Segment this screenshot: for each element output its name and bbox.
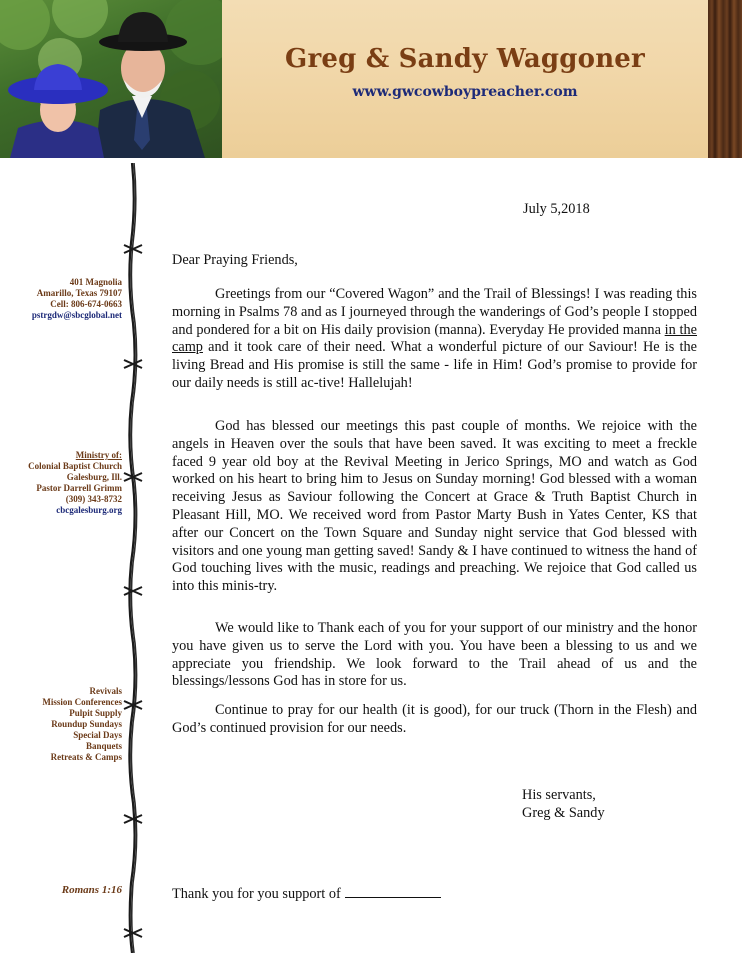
ministry-block [28, 450, 122, 516]
signature-names: Greg & Sandy [522, 804, 605, 821]
letter-paragraph-4: Continue to pray for our health (it is good), for our truck (Thorn in the Flesh) and God’s continued provision for our needs. [172, 702, 697, 736]
wood-border [708, 0, 742, 158]
support-line [172, 886, 441, 903]
scripture-reference: Romans 1:16 [61, 884, 122, 896]
paragraph-1-text-b: and it took care of their need. What a wonderful picture of our Saviour! He is the living Bread and His promise is still the same - life in Him! God’s promise to provide for our daily needs is still ac-tive! Hallelujah! [172, 339, 697, 391]
church-phone: (309) 343-8732 [65, 494, 122, 504]
service-item: Pulpit Supply [69, 708, 122, 718]
service-item: Retreats & Camps [50, 752, 122, 762]
service-item: Special Days [73, 730, 122, 740]
letter-date: July 5,2018 [523, 201, 590, 217]
pastor-name: Pastor Darrell Grimm [36, 483, 122, 493]
support-blank[interactable] [345, 886, 441, 898]
cell-phone: Cell: 806-674-0663 [50, 299, 122, 309]
service-item: Banquets [85, 741, 122, 751]
service-item: Mission Conferences [42, 697, 122, 707]
barbed-wire-divider [118, 163, 148, 953]
letterhead-title: Greg & Sandy Waggoner [285, 44, 645, 74]
letter-greeting: Dear Praying Friends, [172, 252, 298, 268]
ministry-heading: Ministry of: [75, 450, 122, 460]
email-address[interactable]: pstrgdw@sbcglobal.net [31, 310, 122, 320]
address-line-2: Amarillo, Texas 79107 [36, 288, 122, 298]
underlined-phrase: in the camp [172, 321, 697, 356]
closing-salutation: His servants, [522, 787, 596, 803]
church-city: Galesburg, Ill. [66, 472, 122, 482]
contact-block [32, 277, 122, 321]
paragraph-1-text-a: Greetings from our “Covered Wagon” and the Trail of Blessings! I was reading this morning in Psalms 78 and as I journeyed through the wanderings of God’s people I stopped and pondered for a bit on His daily provision (manna). Everyday He provided manna [172, 286, 697, 338]
letter-paragraph-3: We would like to Thank each of you for your support of our ministry and the honor you have given us to serve the Lord with you. You have been a blessing to us and we appreciate you friendship. We look forward to the Trail ahead of us and the blessings/lessons God has in store for us. [172, 620, 697, 690]
letter-closing [522, 787, 605, 823]
letter-paragraph-2: God has blessed our meetings this past couple of months. We rejoice with the angels in Heaven over the souls that have been saved. It was exciting to meet a freckle faced 9 year old boy at the Revival Meeting in Jerico Springs, MO and watch as God worked on his heart to bring him to Jesus on Sunday morning! God blessed with a woman receiving Jesus as Saviour following the Concert at Grace & Truth Baptist Church in Pleasant Hill, MO. We received word from Pastor Marty Bush in Yates Center, KS that after our Concert on the Town Square and Sunday night service that God blessed with visitors and one young man getting saved! Sandy & I have continued to witness the hand of God touching lives with the music, readings and preaching. We rejoice that God called us into this minis-try. [172, 418, 697, 595]
couple-photo [0, 0, 222, 158]
address-line-1: 401 Magnolia [69, 277, 122, 287]
service-item: Roundup Sundays [51, 719, 122, 729]
letterhead [0, 0, 742, 158]
services-list [42, 686, 122, 763]
letterhead-website: www.gwcowboypreacher.com [352, 84, 578, 100]
church-website[interactable]: cbcgalesburg.org [56, 505, 122, 515]
letter-paragraph-1 [172, 286, 697, 393]
service-item: Revivals [89, 686, 122, 696]
church-name: Colonial Baptist Church [28, 461, 122, 471]
support-line-text: Thank you for you support of [172, 886, 341, 902]
